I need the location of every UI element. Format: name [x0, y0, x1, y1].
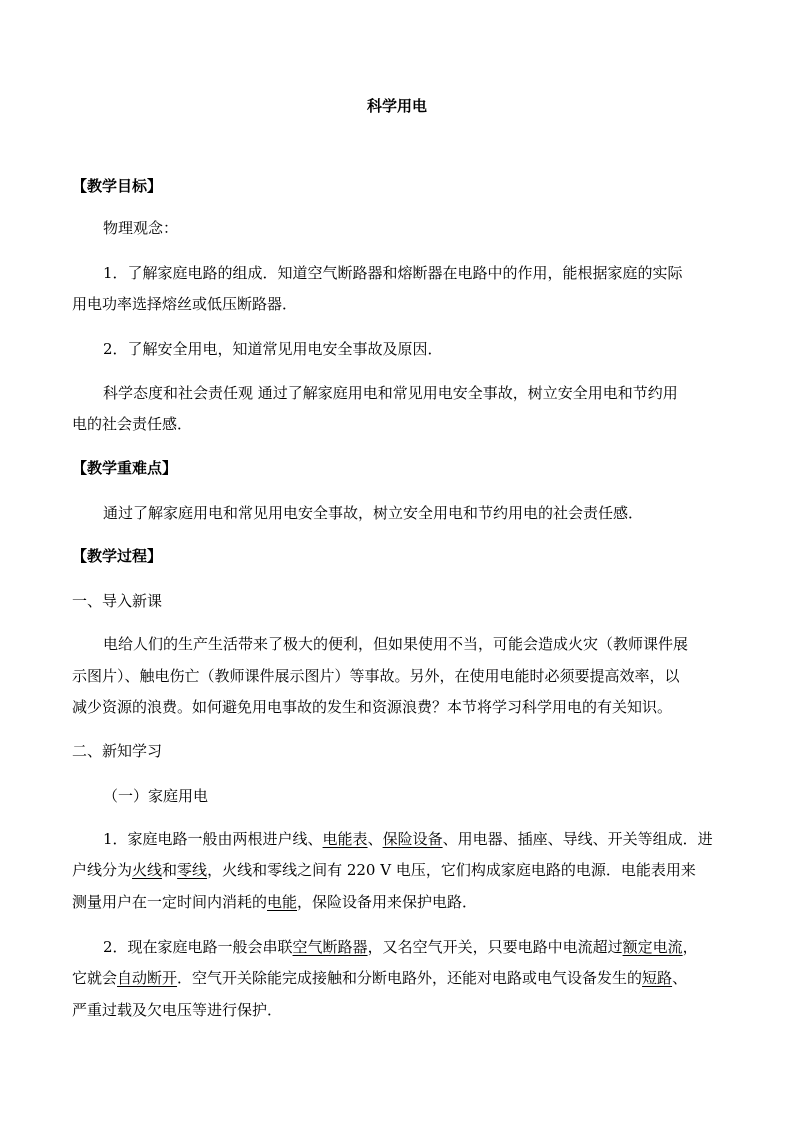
- term-auto-disconnect: 自动断开: [117, 969, 178, 987]
- goal-item-1-line-2: 用电功率选择熔丝或低压断路器．: [72, 295, 298, 313]
- term-air-circuit-breaker: 空气断路器: [292, 938, 368, 956]
- section-1-line-3: 减少资源的浪费。如何避免用电事故的发生和资源浪费？本节将学习科学用电的有关知识。: [72, 698, 673, 716]
- paragraph-1-line-2: 户线分为火线和零线，火线和零线之间有 220 V 电压，它们构成家庭电路的电源．电能表用来: [72, 861, 696, 879]
- paragraph-1-line-1: 1．家庭电路一般由两根进户线、电能表、保险设备、用电器、插座、导线、开关等组成．进: [103, 830, 713, 848]
- attitude-line-1: 科学态度和社会责任观 通过了解家庭用电和常见用电安全事故，树立安全用电和节约用: [103, 384, 678, 402]
- term-live-wire: 火线: [132, 861, 163, 879]
- paragraph-2-line-2: 它就会自动断开．空气开关除能完成接触和分断电路外，还能对电路或电气设备发生的短路、: [72, 969, 688, 987]
- term-short-circuit: 短路: [642, 969, 673, 987]
- section-1-line-1: 电给人们的生产生活带来了极大的便利，但如果使用不当，可能会造成火灾（教师课件展: [103, 635, 689, 653]
- section-1-title: 一、导入新课: [72, 592, 163, 610]
- goal-item-2: 2．了解安全用电，知道常见用电安全事故及原因．: [103, 340, 443, 358]
- subsection-home-electricity: （一）家庭用电: [103, 787, 209, 805]
- teaching-process-heading: 【教学过程】: [72, 547, 163, 565]
- paragraph-2-line-3: 严重过载及欠电压等进行保护．: [72, 1001, 283, 1019]
- paragraph-2-line-1: 2．现在家庭电路一般会串联空气断路器，又名空气开关，只要电路中电流超过额定电流，: [103, 938, 698, 956]
- teaching-goals-heading: 【教学目标】: [72, 177, 163, 195]
- attitude-line-2: 电的社会责任感．: [72, 415, 193, 433]
- term-neutral-wire: 零线: [177, 861, 208, 879]
- key-points-heading: 【教学重难点】: [72, 459, 178, 477]
- key-points-text: 通过了解家庭用电和常见用电安全事故，树立安全用电和节约用电的社会责任感．: [103, 504, 644, 522]
- term-rated-current: 额定电流: [622, 938, 683, 956]
- section-1-line-2: 示图片）、触电伤亡（教师课件展示图片）等事故。另外，在使用电能时必须要提高效率，以: [72, 667, 680, 685]
- term-electric-meter: 电能表: [322, 830, 368, 848]
- paragraph-1-line-3: 测量用户在一定时间内消耗的电能，保险设备用来保护电路．: [72, 893, 478, 911]
- goal-item-1-line-1: 1．了解家庭电路的组成．知道空气断路器和熔断器在电路中的作用，能根据家庭的实际: [103, 264, 683, 282]
- section-2-title: 二、新知学习: [72, 742, 163, 760]
- page-title: 科学用电: [366, 97, 427, 115]
- term-electric-energy: 电能: [267, 893, 298, 911]
- term-protection-device: 保险设备: [382, 830, 443, 848]
- physics-concept-label: 物理观念：: [103, 219, 179, 237]
